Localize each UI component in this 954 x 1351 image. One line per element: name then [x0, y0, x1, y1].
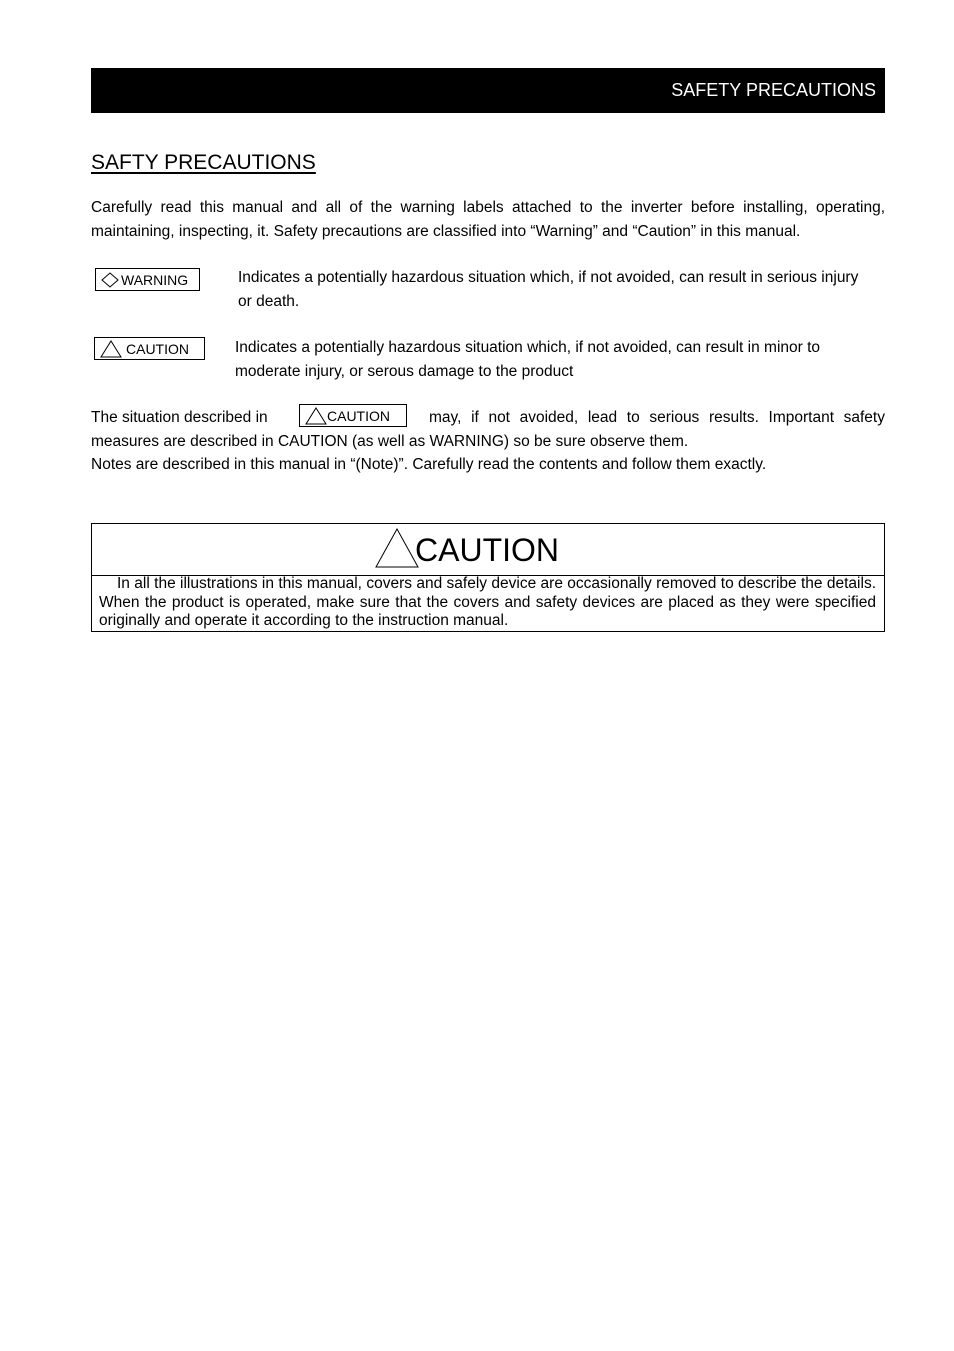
- header-title: SAFETY PRECAUTIONS: [671, 80, 876, 100]
- situation-before: The situation described in: [91, 409, 268, 426]
- situation-after: may, if not avoided, lead to serious results. Important safety measures are described in CAUTION (as well as WARNING) so be sure observe them.: [91, 409, 885, 450]
- notes-paragraph: Notes are described in this manual in “(Note)”. Carefully read the contents and follow them exactly.: [91, 456, 767, 473]
- caution-label: [94, 337, 205, 360]
- caution-panel-body: In all the illustrations in this manual, covers and safely device are occasionally removed to describe the details. When the product is operated, make sure that the covers and safety devices are placed as they were specified originally and operate it according to the instruction manual.: [99, 575, 876, 629]
- inline-caution-label-text: CAUTION: [327, 407, 390, 424]
- caution-panel-header: [92, 524, 884, 576]
- diamond-warning-icon: [101, 272, 119, 288]
- caution-panel-heading: CAUTION: [415, 532, 559, 568]
- caution-description: Indicates a potentially hazardous situation which, if not avoided, can result in minor to moderate injury, or serous damage to the product: [235, 339, 821, 380]
- caution-label-text: CAUTION: [126, 340, 189, 357]
- header-bar: [91, 68, 885, 113]
- triangle-caution-icon: [100, 340, 122, 358]
- page-title: SAFTY PRECAUTIONS: [91, 151, 316, 174]
- triangle-caution-icon: [375, 528, 419, 568]
- warning-label: [95, 268, 200, 291]
- warning-description: Indicates a potentially hazardous situation which, if not avoided, can result in serious injury or death.: [238, 269, 859, 310]
- intro-paragraph: Carefully read this manual and all of the warning labels attached to the inverter before installing, operating, maintaining, inspecting, it. Safety precautions are classified into “Warning” and “Caution” in this manual.: [91, 199, 885, 240]
- warning-label-text: WARNING: [121, 271, 189, 288]
- caution-panel: [91, 523, 885, 632]
